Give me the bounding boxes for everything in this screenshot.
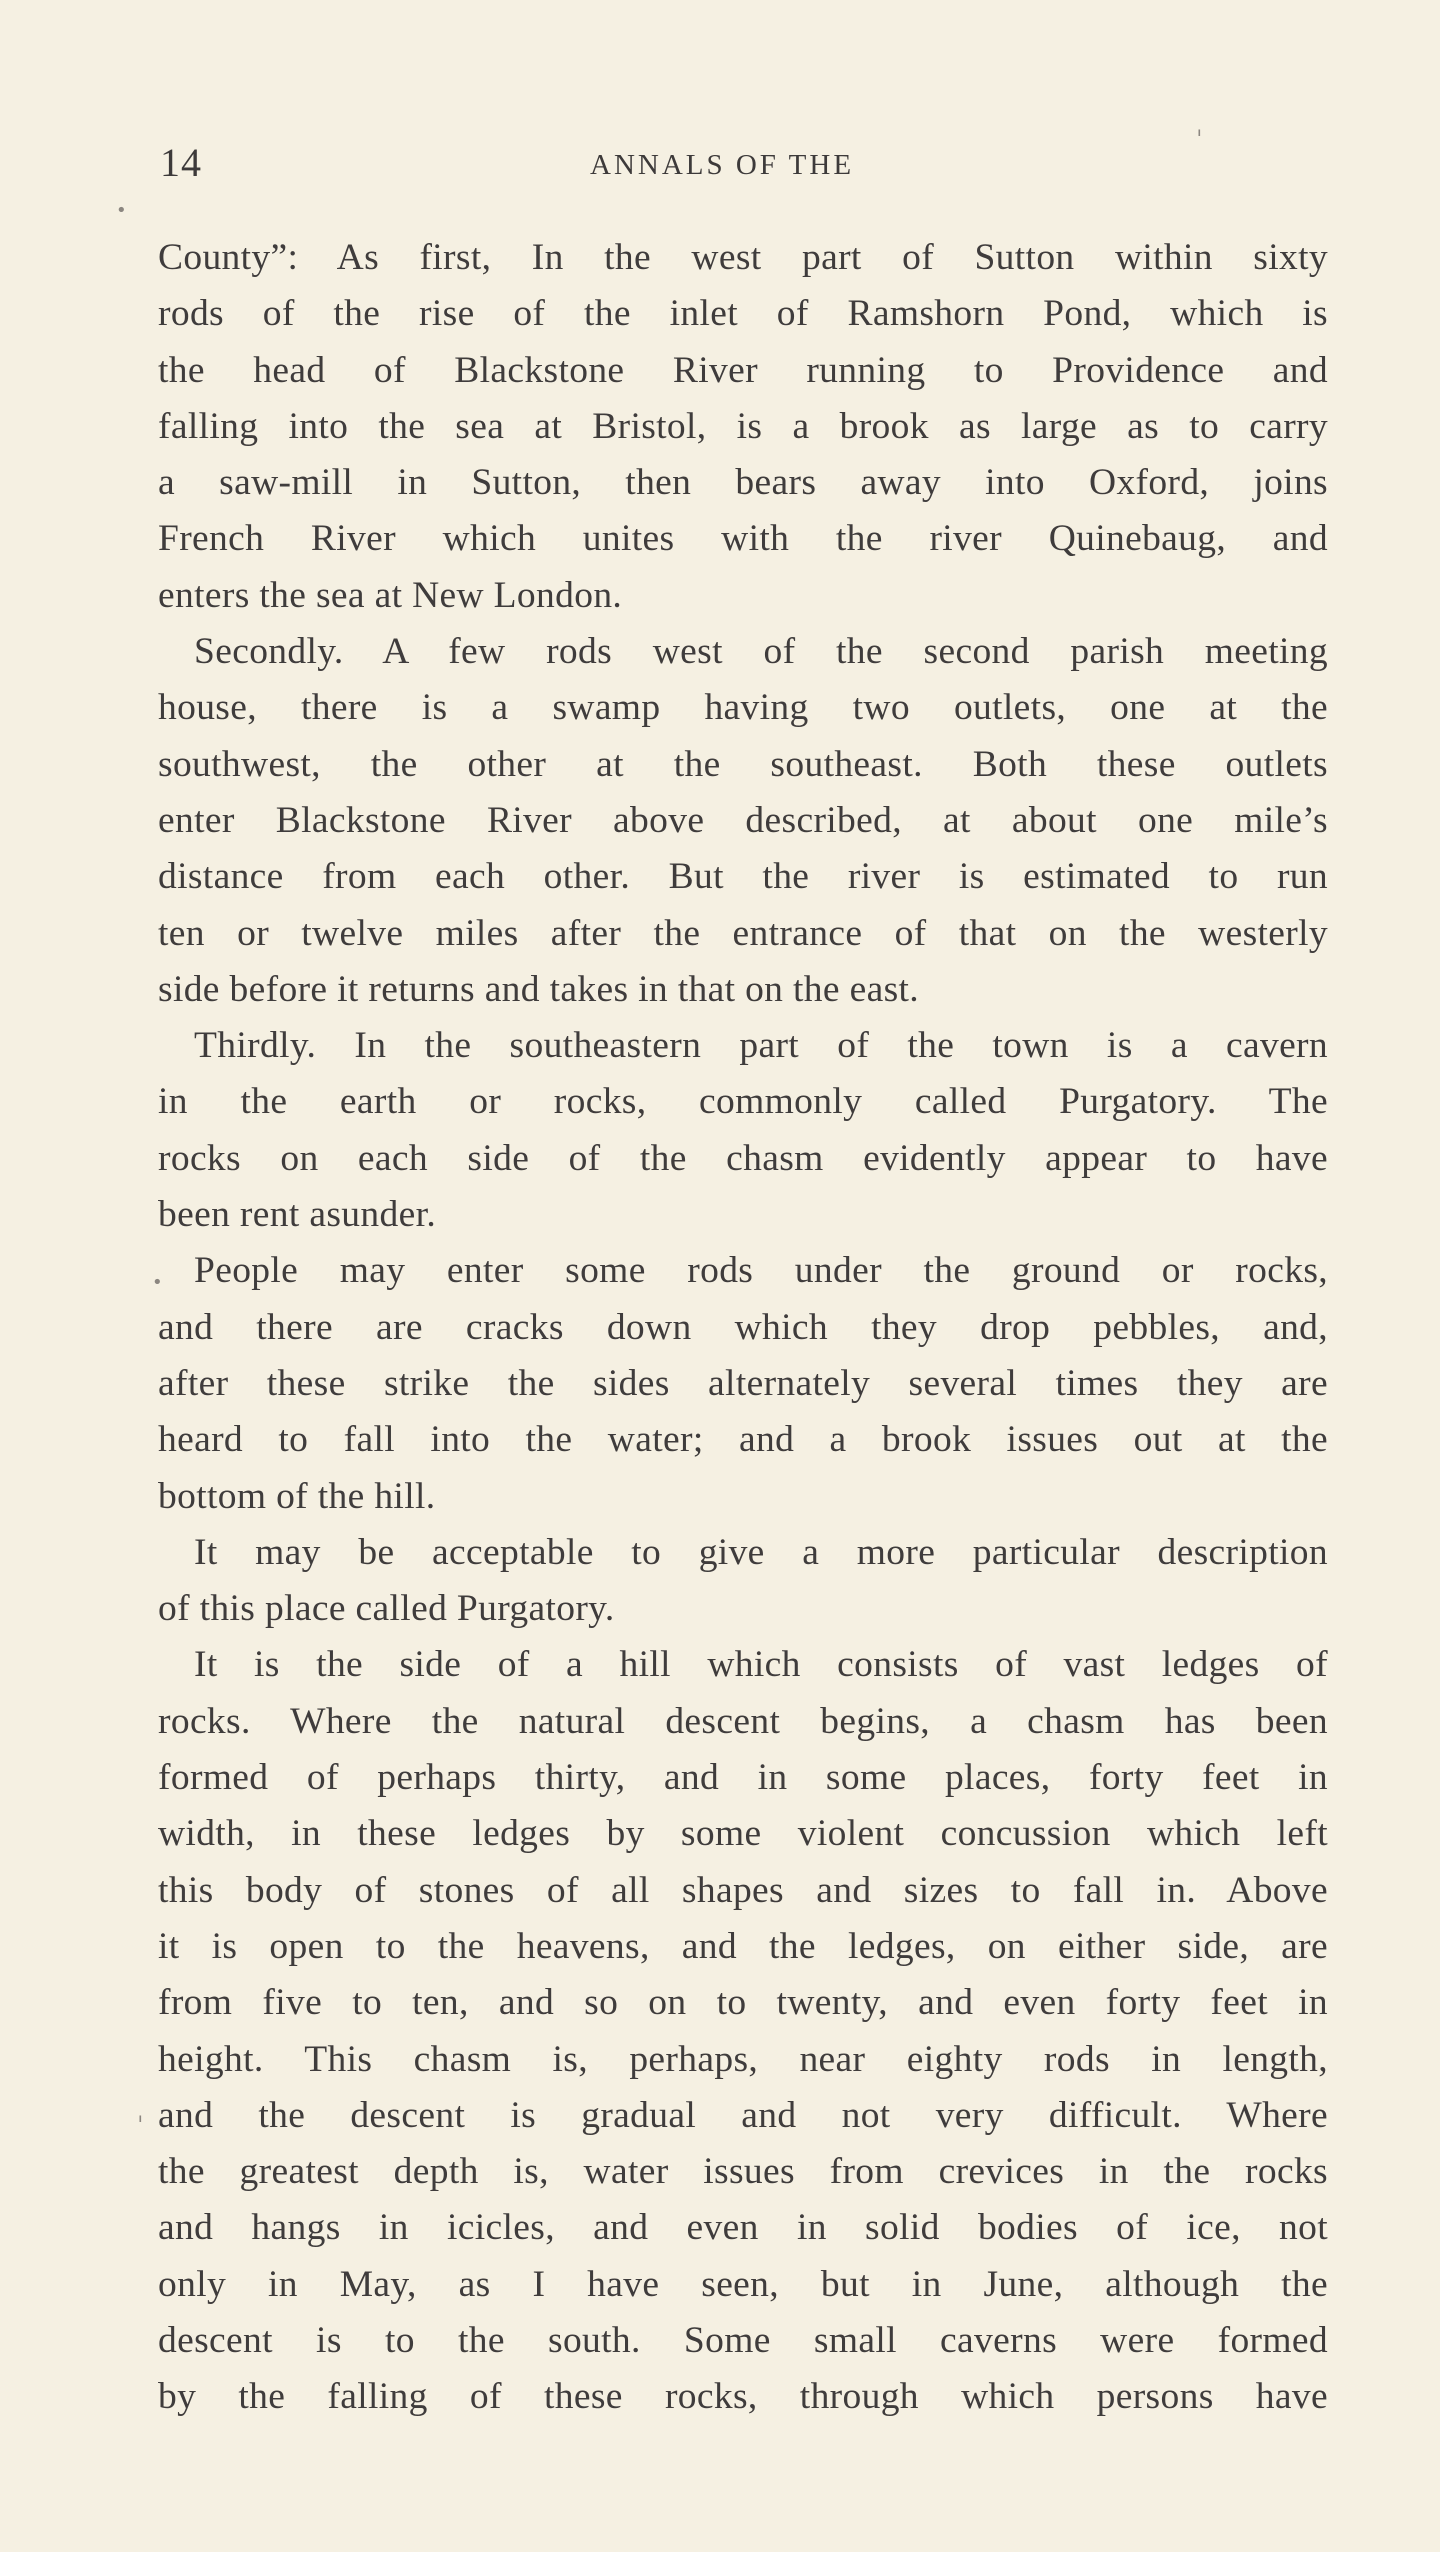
page-header bbox=[160, 138, 1325, 188]
text-line: the head of Blackstone River running to Providence and bbox=[158, 349, 1328, 391]
text-line: the greatest depth is, water issues from crevices in the rocks bbox=[158, 2151, 1328, 2193]
print-mark: ˈ bbox=[137, 2112, 144, 2140]
text-line: descent is to the south. Some small caverns were formed bbox=[158, 2319, 1328, 2361]
print-speck: • bbox=[116, 200, 127, 221]
text-line: and the descent is gradual and not very difficult. Where bbox=[158, 2094, 1328, 2136]
text-line: of this place called Purgatory. bbox=[158, 1588, 615, 1630]
text-line: by the falling of these rocks, through which persons have bbox=[158, 2376, 1328, 2418]
text-line: Thirdly. In the southeastern part of the town is a cavern bbox=[194, 1025, 1328, 1067]
text-line: it is open to the heavens, and the ledges, on either side, are bbox=[158, 1925, 1328, 1967]
text-line: only in May, as I have seen, but in June, although the bbox=[158, 2263, 1328, 2305]
text-line: after these strike the sides alternately several times they are bbox=[158, 1362, 1328, 1404]
text-line: heard to fall into the water; and a brook issues out at the bbox=[158, 1419, 1328, 1461]
text-line: bottom of the hill. bbox=[158, 1475, 436, 1517]
page-number: 14 bbox=[160, 140, 202, 185]
text-line: width, in these ledges by some violent concussion which left bbox=[158, 1813, 1328, 1855]
text-line: height. This chasm is, perhaps, near eighty rods in length, bbox=[158, 2038, 1328, 2080]
text-line: ten or twelve miles after the entrance of that on the westerly bbox=[158, 912, 1328, 954]
text-line: been rent asunder. bbox=[158, 1194, 437, 1236]
body-text bbox=[158, 230, 1328, 2426]
text-line: distance from each other. But the river is estimated to run bbox=[158, 856, 1328, 898]
text-line: falling into the sea at Bristol, is a brook as large as to carry bbox=[158, 405, 1328, 447]
text-line: rods of the rise of the inlet of Ramshorn Pond, which is bbox=[158, 293, 1328, 335]
print-speck: • bbox=[152, 1272, 163, 1293]
text-line: and there are cracks down which they drop pebbles, and, bbox=[158, 1306, 1328, 1348]
text-line: in the earth or rocks, commonly called Purgatory. The bbox=[158, 1081, 1328, 1123]
text-line: People may enter some rods under the ground or rocks, bbox=[194, 1250, 1328, 1292]
text-line: formed of perhaps thirty, and in some places, forty feet in bbox=[158, 1757, 1328, 1799]
text-line: from five to ten, and so on to twenty, and even forty feet in bbox=[158, 1982, 1328, 2024]
text-line: side before it returns and takes in that on the east. bbox=[158, 968, 920, 1010]
text-line: rocks on each side of the chasm evidently appear to have bbox=[158, 1137, 1328, 1179]
text-line: It may be acceptable to give a more particular description bbox=[194, 1531, 1328, 1573]
text-line: French River which unites with the river Quinebaug, and bbox=[158, 518, 1328, 560]
text-line: County”: As first, In the west part of Sutton within sixty bbox=[158, 237, 1328, 278]
text-line: enter Blackstone River above described, at about one mile’s bbox=[158, 799, 1328, 841]
text-line: southwest, the other at the southeast. Both these outlets bbox=[158, 743, 1328, 785]
text-line: Secondly. A few rods west of the second parish meeting bbox=[194, 631, 1328, 673]
running-title: ANNALS OF THE bbox=[590, 149, 855, 181]
text-line: this body of stones of all shapes and sizes to fall in. Above bbox=[158, 1869, 1328, 1911]
text-line: enters the sea at New London. bbox=[158, 574, 623, 616]
text-line: and hangs in icicles, and even in solid bodies of ice, not bbox=[158, 2207, 1328, 2249]
print-mark: ˈ bbox=[1196, 126, 1203, 154]
text-line: rocks. Where the natural descent begins, a chasm has been bbox=[158, 1700, 1328, 1742]
text-line: a saw-mill in Sutton, then bears away into Oxford, joins bbox=[158, 462, 1328, 504]
text-line: It is the side of a hill which consists of vast ledges of bbox=[194, 1644, 1328, 1686]
text-line: house, there is a swamp having two outlets, one at the bbox=[158, 687, 1328, 729]
